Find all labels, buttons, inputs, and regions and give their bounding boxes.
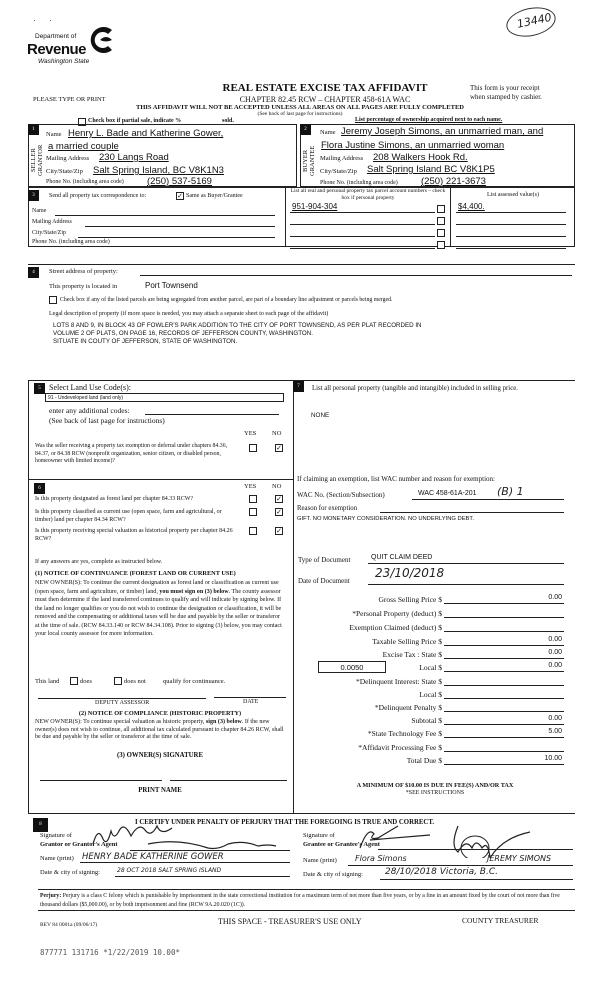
section-number: 1 bbox=[28, 124, 39, 135]
fee-value[interactable]: 0.00 bbox=[548, 594, 562, 601]
doc-type-value[interactable]: QUIT CLAIM DEED bbox=[371, 554, 433, 561]
grantor-name-label: Name (print) bbox=[40, 855, 74, 862]
partial-sale-label: Check box if partial sale, indicate % bbox=[88, 118, 182, 124]
fee-label: Gross Selling Price $ bbox=[378, 595, 442, 604]
fee-label: Local $ bbox=[419, 690, 442, 699]
exemption-question: Was the seller receiving a property tax exemption or deferral under chapters 84.36, 84.37, or 84.38 RCW (nonprofit organization, senior citizen, or disabled person, homeowner with limited income)? bbox=[35, 443, 228, 464]
ownership-note: List percentage of ownership acquired next to each name. bbox=[355, 117, 503, 123]
buyer-phone-label: Phone No. (including area code) bbox=[320, 180, 398, 186]
doc-date-value[interactable]: 23/10/2018 bbox=[375, 566, 445, 580]
grantor-date-city[interactable]: 28 OCT 2018 SALT SPRING ISLAND bbox=[117, 867, 222, 874]
grantee-agent-label: Grantee or Grantee's Agent bbox=[303, 841, 380, 848]
corr-mailing-label: Mailing Address bbox=[32, 219, 72, 225]
sold-label: sold. bbox=[222, 118, 234, 124]
notice-compliance-title: (2) NOTICE OF COMPLIANCE (HISTORIC PROPERTY) bbox=[78, 710, 242, 717]
fee-label: Total Due $ bbox=[406, 756, 442, 765]
seller-city[interactable]: Salt Spring Island, BC V8K1N3 bbox=[93, 165, 224, 176]
assessed-header: List assessed value(s) bbox=[487, 192, 539, 198]
fee-value[interactable]: 0.00 bbox=[548, 662, 562, 669]
minimum-due-note: A MINIMUM OF $10.00 IS DUE IN FEE(S) AND/OR TAX bbox=[356, 782, 514, 789]
fee-value[interactable]: 10.00 bbox=[544, 755, 562, 762]
buyer-city-label: City/State/Zip bbox=[320, 168, 357, 175]
question-no-checkbox[interactable]: ✓ bbox=[276, 508, 282, 516]
form-revision: REV 84 0001a (09/06/17) bbox=[40, 922, 98, 928]
question-yes-checkbox[interactable] bbox=[249, 527, 257, 535]
grantee-date-city[interactable]: 28/10/2018 Victoria, B.C. bbox=[385, 867, 498, 877]
fee-label: Taxable Selling Price $ bbox=[372, 637, 442, 646]
grantor-printed-name[interactable]: HENRY BADE KATHERINE GOWER bbox=[82, 852, 224, 862]
corr-city-label: City/State/Zip bbox=[32, 230, 66, 236]
exemption-yes-checkbox[interactable] bbox=[249, 444, 257, 452]
doc-type-label: Type of Document bbox=[298, 556, 351, 564]
classification-question: Is this property receiving special valuation as historical property per chapter 84.26 RCW? bbox=[35, 528, 233, 542]
classification-question: Is this property classified as current use (open space, farm and agricultural, or timber) land per chapter 84.34 RCW? bbox=[35, 509, 222, 523]
buyer-name[interactable]: Jeremy Joseph Simons, an unmarried man, and bbox=[341, 126, 544, 137]
notice-continuance-title: (1) NOTICE OF CONTINUANCE (FOREST LAND OR CURRENT USE) bbox=[35, 570, 236, 577]
grantee-signature-label: Signature of bbox=[303, 832, 335, 839]
logo-line1: Department of bbox=[35, 33, 77, 40]
qualify-label: qualify for continuance. bbox=[163, 678, 226, 685]
scan-dots: · · bbox=[33, 16, 52, 25]
grantee-signature[interactable] bbox=[350, 818, 570, 858]
perjury-notice: Perjury: Perjury is a class C felony which is punishable by imprisonment in the state correctional institution for a maximum term of not more than five years, or by a fine in an amount fixed by the court of not more than five thousand dollars ($5,000.00), or by both imprisonment and fine (RCW 9A.20.020 (1C)). bbox=[40, 893, 560, 908]
personal-property-checkbox[interactable] bbox=[437, 229, 445, 237]
fee-label: Exemption Claimed (deduct) $ bbox=[349, 623, 442, 632]
street-address-label: Street address of property: bbox=[49, 268, 118, 275]
please-type: PLEASE TYPE OR PRINT bbox=[33, 96, 106, 103]
see-back-note: (See back of last page for instructions) bbox=[49, 416, 165, 425]
grantor-signature-label: Signature of bbox=[40, 832, 72, 839]
does-label: does bbox=[80, 678, 92, 685]
section-number: 2 bbox=[300, 124, 311, 135]
section-number: 7 bbox=[293, 381, 304, 392]
buyer-city[interactable]: Salt Spring Island BC V8K1P5 bbox=[367, 164, 495, 175]
receipt-note-2: when stamped by cashier. bbox=[470, 93, 542, 101]
notice-compliance-text: NEW OWNER(S): To continue special valuation as historic property, sign (3) below. If the new owner(s) does not wish to continue, all additional tax calculated pursuant to chapter 84.26 RCW, shall be due and payable by the seller or transferor at the time of sale. bbox=[35, 719, 284, 740]
grantor-agent-label: Grantor or Grantor's Agent bbox=[40, 841, 118, 848]
grantor-date-label: Date & city of signing: bbox=[40, 869, 100, 876]
local-rate-field[interactable]: 0.0050 bbox=[318, 661, 386, 673]
section-number: 3 bbox=[28, 190, 39, 201]
seller-name-label: Name bbox=[46, 131, 62, 138]
if-yes-note: If any answers are yes, complete as instructed below. bbox=[35, 559, 163, 565]
assessed-value[interactable]: $4,400. bbox=[458, 202, 485, 211]
see-back: (See back of last page for instructions) bbox=[257, 111, 343, 117]
cashier-receipt-stamp: 877771 131716 *1/22/2019 10.00* bbox=[40, 948, 180, 957]
seller-side-label: SELLER GRANTOR bbox=[30, 144, 44, 177]
fee-value[interactable]: 5.00 bbox=[548, 728, 562, 735]
segregated-label: Check box if any of the listed parcels are being segregated from another parcel, are part of a boundary line adjustment or parcels being merged. bbox=[60, 297, 393, 303]
fee-label: Subtotal $ bbox=[411, 716, 442, 725]
owner-signature-label: (3) OWNER(S) SIGNATURE bbox=[117, 752, 203, 759]
additional-codes-label: enter any additional codes: bbox=[49, 406, 130, 415]
no-header: NO bbox=[272, 483, 282, 490]
personal-property-checkbox[interactable] bbox=[437, 205, 445, 213]
send-correspondence-label: Send all property tax correspondence to: bbox=[49, 193, 147, 199]
seller-name-2[interactable]: a married couple bbox=[48, 141, 119, 152]
seller-phone[interactable]: (250) 537-5169 bbox=[147, 176, 212, 187]
exemption-label: If claiming an exemption, list WAC number and reason for exemption: bbox=[297, 475, 495, 483]
wac-label: WAC No. (Section/Subsection) bbox=[297, 491, 385, 499]
fee-label: Local $ bbox=[419, 663, 442, 672]
grantor-signature[interactable] bbox=[88, 822, 298, 852]
seller-mailing[interactable]: 230 Langs Road bbox=[99, 152, 169, 163]
certify-statement: I CERTIFY UNDER PENALTY OF PERJURY THAT THE FOREGOING IS TRUE AND CORRECT. bbox=[135, 819, 435, 826]
grantee-date-label: Date & city of signing: bbox=[303, 871, 363, 878]
question-no-checkbox[interactable]: ✓ bbox=[276, 495, 282, 503]
warning: THIS AFFIDAVIT WILL NOT BE ACCEPTED UNLESS ALL AREAS ON ALL PAGES ARE FULLY COMPLETED bbox=[136, 104, 464, 111]
buyer-side-label: BUYER GRANTEE bbox=[302, 145, 316, 176]
this-land-label: This land bbox=[35, 678, 60, 685]
fee-label: *Personal Property (deduct) $ bbox=[352, 609, 442, 618]
see-instructions: *SEE INSTRUCTIONS bbox=[405, 790, 465, 796]
yes-header: YES bbox=[244, 430, 257, 437]
segregated-checkbox[interactable] bbox=[49, 296, 57, 304]
seller-mailing-label: Mailing Address bbox=[46, 155, 90, 162]
county-treasurer-label: COUNTY TREASURER bbox=[462, 916, 539, 925]
same-as-buyer-label: Same as Buyer/Grantee bbox=[186, 193, 243, 199]
personal-property-value[interactable]: NONE bbox=[311, 412, 330, 419]
section-number: 5 bbox=[34, 383, 45, 394]
does-not-checkbox[interactable] bbox=[114, 677, 122, 685]
section-number: 8 bbox=[33, 818, 48, 832]
fee-value[interactable]: 0.00 bbox=[548, 636, 562, 643]
fee-label: *State Technology Fee $ bbox=[367, 729, 442, 738]
buyer-mailing-label: Mailing Address bbox=[320, 155, 364, 162]
corr-phone-label: Phone No. (including area code) bbox=[32, 239, 110, 245]
form-title: REAL ESTATE EXCISE TAX AFFIDAVIT bbox=[222, 82, 428, 94]
located-in-label: This property is located in bbox=[49, 283, 118, 290]
doc-date-label: Date of Document bbox=[298, 577, 350, 585]
date-label: DATE bbox=[243, 699, 259, 705]
seller-phone-label: Phone No. (including area code) bbox=[46, 179, 124, 185]
buyer-name-label: Name bbox=[320, 129, 336, 136]
wac-handwritten: (B) 1 bbox=[497, 485, 524, 498]
grantee-printed-name-2[interactable]: JEREMY SIMONS bbox=[487, 854, 552, 863]
grantee-printed-name[interactable]: Flora Simons bbox=[355, 854, 407, 863]
personal-property-checkbox[interactable] bbox=[437, 217, 445, 225]
fee-label: Excise Tax : State $ bbox=[382, 650, 442, 659]
file-number-stamp: 13440 bbox=[504, 3, 559, 41]
no-header: NO bbox=[272, 430, 282, 437]
buyer-mailing[interactable]: 208 Walkers Hook Rd. bbox=[373, 152, 468, 163]
located-in-value[interactable]: Port Townsend bbox=[145, 281, 198, 290]
wac-value[interactable]: WAC 458-61A-201 bbox=[418, 490, 477, 497]
question-no-checkbox[interactable]: ✓ bbox=[276, 527, 282, 535]
print-name-label: PRINT NAME bbox=[138, 787, 182, 794]
seller-name[interactable]: Henry L. Bade and Katherine Gower, bbox=[68, 128, 224, 139]
reason-value[interactable]: GIFT. NO MONETARY CONSIDERATION. NO UNDERLYING DEBT. bbox=[297, 516, 474, 522]
deputy-assessor-label: DEPUTY ASSESSOR bbox=[95, 700, 150, 706]
personal-property-label: List all personal property (tangible and intangible) included in selling price. bbox=[312, 385, 518, 392]
does-not-label: does not bbox=[124, 678, 146, 685]
parcel-number[interactable]: 951-904-304 bbox=[292, 202, 338, 211]
treasurer-space-label: THIS SPACE - TREASURER'S USE ONLY bbox=[218, 917, 362, 926]
section-number: 6 bbox=[34, 483, 45, 494]
reason-label: Reason for exemption bbox=[297, 505, 358, 512]
classification-question: Is this property designated as forest land per chapter 84.33 RCW? bbox=[35, 496, 194, 502]
buyer-phone[interactable]: (250) 221-3673 bbox=[421, 176, 486, 187]
receipt-note: This form is your receipt bbox=[470, 84, 540, 92]
personal-property-checkbox[interactable] bbox=[437, 241, 445, 249]
logo-line2: Revenue bbox=[27, 41, 87, 58]
same-as-buyer-checkbox[interactable]: ✓ bbox=[177, 192, 183, 200]
exemption-no-checkbox[interactable]: ✓ bbox=[276, 444, 282, 452]
grantee-name-label: Name (print) bbox=[303, 857, 337, 864]
question-yes-checkbox[interactable] bbox=[249, 508, 257, 516]
does-checkbox[interactable] bbox=[70, 677, 78, 685]
section-number: 4 bbox=[28, 267, 39, 278]
fee-label: *Delinquent Interest: State $ bbox=[355, 677, 442, 686]
legal-description[interactable]: LOTS 8 AND 9, IN BLOCK 43 OF FOWLER'S PARK ADDITION TO THE CITY OF PORT TOWNSEND, AS PER PLAT RECORDED IN VOLUME 2 OF PLATS, ON PAGE 16, RECORDS OF JEFFERSON COUNTY, WASHINGTON. SITUATE IN COUTY OF JEFFERSON, STATE OF WASHINGTON. bbox=[53, 322, 422, 345]
legal-description-label: Legal description of property (if more space is needed, you may attach a separate sheet to each page of the affidavit) bbox=[49, 311, 329, 317]
question-yes-checkbox[interactable] bbox=[249, 495, 257, 503]
buyer-name-2[interactable]: Flora Justine Simons, an unmarried woman bbox=[321, 140, 505, 151]
revenue-swoosh-icon bbox=[86, 25, 116, 55]
divider bbox=[28, 381, 29, 813]
form-subtitle: CHAPTER 82.45 RCW – CHAPTER 458-61A WAC bbox=[239, 95, 411, 104]
land-use-select[interactable]: 91 - Undeveloped land (land only) bbox=[45, 393, 284, 402]
yes-header: YES bbox=[244, 483, 257, 490]
corr-name-label: Name bbox=[32, 208, 47, 214]
fee-value[interactable]: 0.00 bbox=[548, 649, 562, 656]
fee-value[interactable]: 0.00 bbox=[548, 715, 562, 722]
notice-continuance-text: NEW OWNER(S): To continue the current designation as forest land or classification as current use (open space, farm and agriculture, or timber) land, you must sign on (3) below. The county assessor must then determine if the land transferred continues to qualify and will indicate by signing below. If the land no longer qualifies or you do not wish to continue the designation or classification, it will be removed and the compensating or additional taxes will be due and payable by the seller or transferor at the time of sale. (RCW 84.33.140 or RCW 84.34.108). Prior to signing (3) below, you may contact your local county assessor for more information. bbox=[35, 580, 282, 637]
logo-line3: Washington State bbox=[38, 58, 90, 65]
fee-label: *Affidavit Processing Fee $ bbox=[358, 743, 442, 752]
land-use-label: Select Land Use Code(s): bbox=[49, 383, 131, 392]
parcel-header: List all real and personal property tax parcel account numbers – check box if personal property bbox=[290, 188, 446, 201]
fee-label: *Delinquent Penalty $ bbox=[374, 703, 442, 712]
seller-city-label: City/State/Zip bbox=[46, 168, 83, 175]
